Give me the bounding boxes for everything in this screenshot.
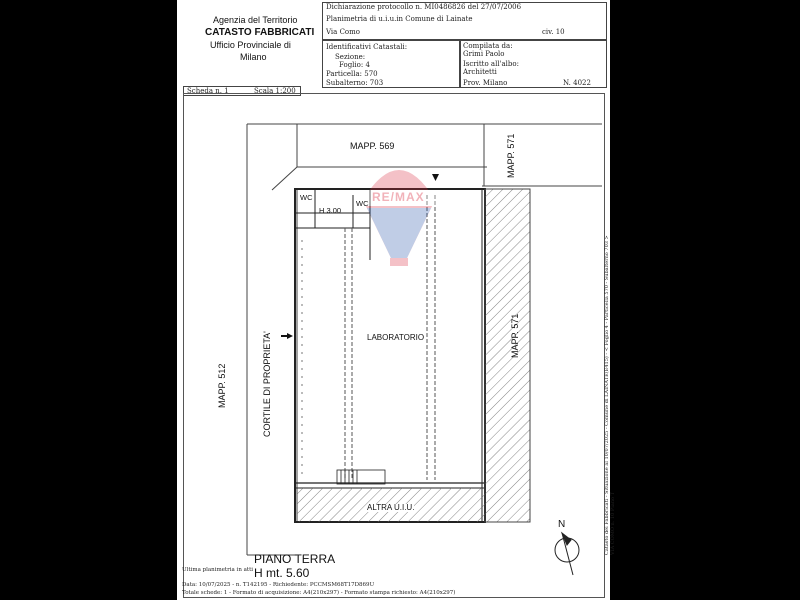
via-text: Via Como [326, 28, 360, 36]
iscritto-text: Iscritto all'albo: [463, 60, 519, 68]
agency-line4: Milano [240, 52, 267, 62]
data-richiedente: Data: 10/07/2025 - n. T142195 - Richiedente: PCCMSM68T17D869U [182, 582, 375, 588]
compilata-name: Grimi Paolo [463, 50, 505, 58]
foglio-text: Foglio: 4 [339, 61, 370, 69]
prov-text: Prov. Milano [463, 79, 508, 87]
albo-text: Architetti [463, 68, 497, 76]
sezione-text: Sezione: [335, 53, 366, 61]
dichiarazione-text: Dichiarazione protocollo n. MI0486826 del 27/07/2006 [326, 3, 522, 11]
agency-line3: Ufficio Provinciale di [210, 40, 291, 50]
civ-text: civ. 10 [542, 28, 565, 36]
north-arrow [555, 533, 579, 575]
altra-uiu-label: ALTRA U.I.U. [367, 503, 415, 512]
compilata-title: Compilata da: [463, 42, 513, 50]
stairs [337, 470, 385, 484]
side-text-line1: Catasto dei Fabbricati - Situazione al 10/07/2025 - Comune di LAINATE(E415) - < Foglio 4 - Particella 570 - Subalterno 703 > [604, 235, 610, 555]
wc1-label: WC [300, 193, 313, 202]
scheda-label: Scheda n. 1 [187, 87, 229, 95]
totale-schede: Totale schede: 1 - Formato di acquisizione: A4(210x297) - Formato stampa richiesto: A4(210x297) [182, 590, 456, 596]
hatch-right [485, 189, 530, 522]
planimetria-text: Planimetria di u.i.u.in Comune di Lainate [326, 15, 473, 23]
north-label: N [558, 519, 566, 530]
scala-label: Scala 1:200 [254, 87, 296, 95]
agency-line1: Agenzia del Territorio [213, 15, 298, 25]
agency-line2: CATASTO FABBRICATI [205, 27, 315, 38]
h300-label: H 3.00 [319, 206, 342, 215]
numero-text: N. 4022 [563, 79, 591, 87]
particella-text: Particella: 570 [326, 70, 378, 78]
remax-watermark [359, 170, 441, 266]
mapp-571-top-label: MAPP. 571 [506, 133, 516, 178]
laboratorio-label: LABORATORIO [367, 333, 425, 342]
hmt-label: H mt. 5.60 [254, 566, 310, 580]
cadastral-sheet [177, 0, 616, 600]
wc2-label: WC [356, 199, 369, 208]
cortile-label: CORTILE DI PROPRIETA' [262, 331, 272, 437]
side-text-line2: VIA COMO n. 10 Piano T [610, 492, 616, 555]
subalterno-text: Subalterno: 703 [326, 79, 384, 87]
identificativi-title: Identificativi Catastali: [326, 43, 408, 51]
mapp-569-label: MAPP. 569 [350, 141, 395, 151]
mapp-571-side-label: MAPP. 571 [510, 313, 520, 358]
mapp-512-label: MAPP. 512 [217, 363, 227, 408]
ultima-planimetria: Ultima planimetria in atti [182, 567, 254, 573]
piano-terra-label: PIANO TERRA [254, 552, 336, 566]
watermark-text: RE/MAX [372, 190, 425, 204]
